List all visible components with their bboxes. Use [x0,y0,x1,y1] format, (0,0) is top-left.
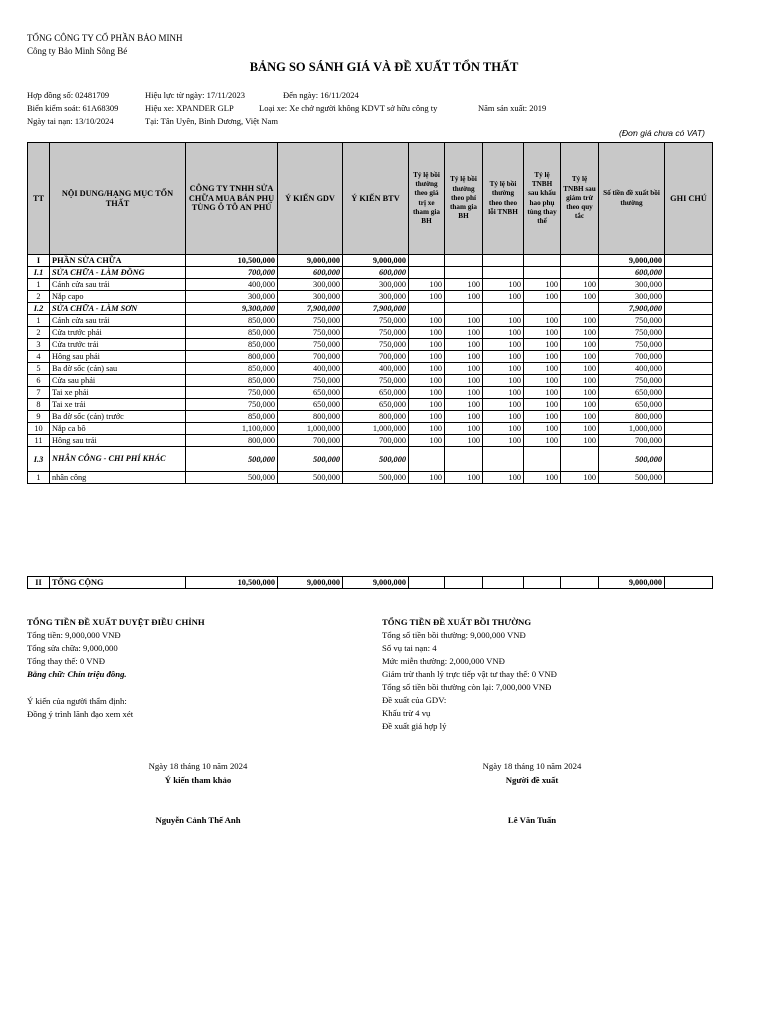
cell: 750,000 [186,399,278,411]
cell: 750,000 [343,327,409,339]
cell: 2 [28,327,50,339]
grand-total-row [28,577,713,589]
cell: Tai xe trái [50,399,186,411]
cell: 850,000 [186,411,278,423]
appraiser-label: Ý kiến của người thẩm định: [27,696,127,706]
cell: 1 [28,315,50,327]
document-title: BẢNG SO SÁNH GIÁ VÀ ĐỀ XUẤT TỔN THẤT [249,60,519,74]
cell: 700,000 [186,267,278,279]
cell: 600,000 [278,267,343,279]
col-header-gdv: Ý KIẾN GDV [278,143,343,255]
section-row [28,267,713,279]
cell: 100 [524,315,561,327]
cell: 800,000 [599,411,665,423]
cell: PHẦN SỬA CHỮA [50,255,186,267]
cell: 100 [445,423,483,435]
cell: 7,900,000 [278,303,343,315]
cell: 100 [524,423,561,435]
cell: 100 [524,472,561,484]
cell: 100 [445,339,483,351]
cell: 300,000 [278,291,343,303]
cell: 100 [483,327,524,339]
accident-date: Ngày tai nạn: 13/10/2024 [27,116,114,126]
cell [445,267,483,279]
cell: 100 [524,351,561,363]
cell: 400,000 [599,363,665,375]
cell [524,447,561,472]
right-summary-title: TỔNG TIỀN ĐỀ XUẤT BỒI THƯỜNG [382,617,532,627]
cell: 100 [409,411,445,423]
cell: 650,000 [278,387,343,399]
cell: 9,000,000 [343,255,409,267]
cell [524,303,561,315]
cell [665,315,713,327]
cell [409,267,445,279]
cell: 1,000,000 [278,423,343,435]
table-row [28,291,713,303]
cell: 100 [409,339,445,351]
cell: 100 [483,339,524,351]
left-signature-role: Ý kiến tham khảo [164,775,232,785]
cell: 500,000 [343,447,409,472]
table-row [28,375,713,387]
cell [483,267,524,279]
cell: 100 [409,279,445,291]
cell: 600,000 [599,267,665,279]
cell: nhân công [50,472,186,484]
left-repair-total: Tổng sửa chữa: 9,000,000 [27,643,118,653]
cell: 6 [28,375,50,387]
cell: 300,000 [599,291,665,303]
cell [665,279,713,291]
cell: 100 [561,435,599,447]
cell: 750,000 [599,375,665,387]
col-header-tt: TT [28,143,50,255]
cell: Ba đờ sốc (cản) trước [50,411,186,423]
cell: 100 [561,339,599,351]
cell: 100 [409,423,445,435]
cell [665,255,713,267]
cell: 500,000 [343,472,409,484]
cell: 100 [561,351,599,363]
license-plate: Biển kiểm soát: 61A68309 [27,103,119,113]
cell: 750,000 [186,387,278,399]
cell [483,577,524,589]
cell: 100 [445,411,483,423]
cell: 300,000 [278,279,343,291]
left-signature-name: Nguyễn Cảnh Thế Anh [155,815,241,825]
cell: 750,000 [343,375,409,387]
cell [483,303,524,315]
cell [409,255,445,267]
accident-count: Số vụ tai nạn: 4 [382,643,437,653]
cell: 300,000 [186,291,278,303]
cell: 10 [28,423,50,435]
cell: 100 [445,399,483,411]
cell: 100 [445,375,483,387]
section-row [28,255,713,267]
cell: 800,000 [186,435,278,447]
cell: 100 [483,291,524,303]
cell: 100 [561,363,599,375]
cell: 100 [445,351,483,363]
cell: 100 [561,423,599,435]
cell: 500,000 [278,447,343,472]
company-name: TỔNG CÔNG TY CỔ PHẦN BẢO MINH [27,33,183,43]
cell: 100 [524,279,561,291]
cell: 400,000 [343,363,409,375]
table-row [28,472,713,484]
cell [561,255,599,267]
cell [665,411,713,423]
cell: 100 [445,279,483,291]
cell: Cửa trước trái [50,339,186,351]
cell: 100 [483,363,524,375]
cell [665,363,713,375]
cell [445,577,483,589]
cell: 100 [561,327,599,339]
cell: 4 [28,351,50,363]
cell: 100 [561,291,599,303]
cell: 750,000 [278,375,343,387]
cell [665,423,713,435]
table-row [28,399,713,411]
cell: 100 [409,387,445,399]
cell: 100 [483,351,524,363]
cell [665,375,713,387]
right-signature-role: Người đề xuất [505,775,559,785]
cell [445,447,483,472]
cell: 100 [445,435,483,447]
cell: 100 [561,472,599,484]
col-header-item: NỘI DUNG/HẠNG MỤC TỔN THẤT [50,143,186,255]
cell [665,447,713,472]
cell: 750,000 [343,339,409,351]
cell: 100 [409,472,445,484]
table-row [28,411,713,423]
cell [665,327,713,339]
cell: 9,000,000 [343,577,409,589]
cell: 100 [483,423,524,435]
cell: Cửa sau phải [50,375,186,387]
cell: 8 [28,399,50,411]
table-row [28,423,713,435]
cell [665,435,713,447]
cell: 100 [561,279,599,291]
cell [483,255,524,267]
remaining-compensation: Tổng số tiền bồi thường còn lại: 7,000,000 VNĐ [382,682,552,692]
vehicle-type: Loại xe: Xe chở người không KDVT sở hữu công ty [259,103,438,113]
cell: 650,000 [599,399,665,411]
cell: 100 [483,315,524,327]
cell: 7,900,000 [343,303,409,315]
cell: TỔNG CỘNG [50,577,186,589]
cell: 9,000,000 [278,255,343,267]
cell: SỬA CHỮA - LÀM SƠN [50,303,186,315]
loss-comparison-table [27,142,713,484]
right-signature-name: Lê Văn Tuấn [507,815,557,825]
cell: 100 [483,399,524,411]
col-header-proposed-amount: Số tiền đề xuất bồi thường [599,143,665,255]
table-row [28,351,713,363]
cell: 700,000 [278,351,343,363]
table-row [28,279,713,291]
cell: Ba đờ sốc (cản) sau [50,363,186,375]
cell: 100 [409,375,445,387]
cell: Tai xe phải [50,387,186,399]
cell: 500,000 [599,472,665,484]
cell [665,577,713,589]
cell: 2 [28,291,50,303]
cell: 100 [483,435,524,447]
cell: 500,000 [599,447,665,472]
table-row [28,315,713,327]
cell: 100 [524,387,561,399]
cell: 300,000 [599,279,665,291]
cell: 100 [561,315,599,327]
cell: I [28,255,50,267]
cell: 700,000 [599,351,665,363]
cell: 750,000 [599,315,665,327]
cell: 300,000 [343,279,409,291]
cell: 11 [28,435,50,447]
table-row [28,387,713,399]
cell: 850,000 [186,375,278,387]
cell [665,267,713,279]
cell [524,267,561,279]
cell: 100 [445,291,483,303]
cell: SỬA CHỮA - LÀM ĐỒNG [50,267,186,279]
vehicle-model: Hiệu xe: XPANDER GLP [145,103,234,113]
cell: 9,300,000 [186,303,278,315]
cell: 100 [561,375,599,387]
col-header-rate-vehicle-value: Tỷ lệ bồi thường theo giá trị xe tham gia BH [409,143,445,255]
cell: I.3 [28,447,50,472]
gdv-deduction: Khấu trừ 4 vụ [382,708,431,718]
table-header-row [28,143,713,255]
cell: 100 [409,399,445,411]
table-row [28,339,713,351]
cell [665,339,713,351]
section-row [28,447,713,472]
col-header-rate-fault: Tỷ lệ bồi thường theo theo lỗi TNBH [483,143,524,255]
cell: 650,000 [343,399,409,411]
cell: 500,000 [186,447,278,472]
col-header-rate-depreciation: Tỷ lệ TNBH sau khấu hao phụ tùng thay thế [524,143,561,255]
cell [445,303,483,315]
cell: 100 [524,327,561,339]
table-row [28,435,713,447]
cell: 750,000 [599,327,665,339]
cell: Cánh cửa sau trái [50,315,186,327]
total-compensation: Tổng số tiền bồi thường: 9,000,000 VNĐ [382,630,526,640]
cell [665,303,713,315]
cell: 100 [524,411,561,423]
cell [561,577,599,589]
cell [409,577,445,589]
cell: 9,000,000 [278,577,343,589]
cell: 750,000 [278,315,343,327]
cell: 100 [445,315,483,327]
col-header-notes: GHI CHÚ [665,143,713,255]
cell: 100 [409,351,445,363]
grand-total-table [27,576,713,589]
cell [561,447,599,472]
cell: 100 [561,399,599,411]
cell: 100 [483,279,524,291]
cell: 100 [445,472,483,484]
cell: 100 [409,363,445,375]
cell: 750,000 [343,315,409,327]
cell [409,303,445,315]
cell: NHÂN CÔNG - CHI PHÍ KHÁC [50,447,186,472]
cell: 750,000 [278,339,343,351]
deductible: Mức miễn thường: 2,000,000 VNĐ [382,656,505,666]
valid-from: Hiệu lực từ ngày: 17/11/2023 [145,90,246,100]
cell: 100 [409,291,445,303]
cell: 500,000 [186,472,278,484]
cell: Hông sau phải [50,351,186,363]
cell [561,267,599,279]
cell: 100 [483,472,524,484]
section-row [28,303,713,315]
table-row [28,327,713,339]
cell [561,303,599,315]
cell: 850,000 [186,363,278,375]
col-header-btv: Ý KIẾN BTV [343,143,409,255]
col-header-rate-premium: Tỷ lệ bồi thường theo phí tham gia BH [445,143,483,255]
cell: 7 [28,387,50,399]
cell: 650,000 [599,387,665,399]
cell: 100 [483,411,524,423]
accident-location: Tại: Tân Uyên, Bình Dương, Việt Nam [145,116,278,126]
cell [665,399,713,411]
cell: Nắp ca bô [50,423,186,435]
cell: 650,000 [343,387,409,399]
cell: 600,000 [343,267,409,279]
cell: 9,000,000 [599,577,665,589]
cell: 100 [445,363,483,375]
cell: I.2 [28,303,50,315]
cell: 750,000 [599,339,665,351]
cell: 100 [483,375,524,387]
cell [524,255,561,267]
gdv-proposal-label: Đề xuất của GDV: [382,695,447,705]
cell [409,447,445,472]
appraiser-opinion: Đồng ý trình lãnh đạo xem xét [27,709,134,719]
cell: 100 [445,387,483,399]
valid-to: Đến ngày: 16/11/2024 [283,90,359,100]
cell: 100 [409,327,445,339]
cell [445,255,483,267]
cell [665,387,713,399]
cell: 5 [28,363,50,375]
cell: 10,500,000 [186,255,278,267]
cell: 1 [28,472,50,484]
cell: 700,000 [343,435,409,447]
cell: 700,000 [599,435,665,447]
cell: 100 [524,363,561,375]
cell: 850,000 [186,339,278,351]
cell: 9 [28,411,50,423]
left-total: Tổng tiền: 9,000,000 VNĐ [27,630,121,640]
cell: 3 [28,339,50,351]
cell: 100 [409,435,445,447]
cell: 400,000 [278,363,343,375]
cell: Nắp capo [50,291,186,303]
branch-name: Công ty Bảo Minh Sông Bé [27,46,128,56]
cell: 100 [561,411,599,423]
cell: 100 [409,315,445,327]
cell: II [28,577,50,589]
cell: 400,000 [186,279,278,291]
amount-in-words: Bằng chữ: Chín triệu đồng. [27,669,127,679]
col-header-garage-quote: CÔNG TY TNHH SỬA CHỮA MUA BÁN PHỤ TÙNG Ô TÔ AN PHÚ [186,143,278,255]
cell: 7,900,000 [599,303,665,315]
left-summary-title: TỔNG TIỀN ĐỀ XUẤT DUYỆT ĐIỀU CHỈNH [27,617,205,627]
cell: Hông sau trái [50,435,186,447]
cell: 800,000 [278,411,343,423]
cell: 100 [445,327,483,339]
cell: 100 [524,399,561,411]
cell: 300,000 [343,291,409,303]
cell: Cánh cửa sau trái [50,279,186,291]
left-replace-total: Tổng thay thế: 0 VNĐ [27,656,106,666]
left-signature-date: Ngày 18 tháng 10 năm 2024 [148,761,248,771]
cell: 1 [28,279,50,291]
cell: I.1 [28,267,50,279]
cell: 1,000,000 [599,423,665,435]
unit-note: (Đơn giá chưa có VAT) [619,128,705,138]
cell: 650,000 [278,399,343,411]
cell: 750,000 [278,327,343,339]
cell: 800,000 [186,351,278,363]
table-row [28,363,713,375]
cell: 850,000 [186,327,278,339]
cell [665,291,713,303]
contract-number: Hợp đồng số: 02481709 [27,90,110,100]
cell [665,351,713,363]
cell: 100 [483,387,524,399]
cell: 100 [524,291,561,303]
cell: 100 [524,339,561,351]
cell: 850,000 [186,315,278,327]
gdv-price-note: Đề xuất giá hợp lý [382,721,447,731]
right-signature-date: Ngày 18 tháng 10 năm 2024 [482,761,582,771]
cell: 100 [524,375,561,387]
cell: 9,000,000 [599,255,665,267]
cell: 1,100,000 [186,423,278,435]
cell: 500,000 [278,472,343,484]
cell [665,472,713,484]
cell: Cửa trước phải [50,327,186,339]
cell: 700,000 [343,351,409,363]
cell: 1,000,000 [343,423,409,435]
cell: 100 [524,435,561,447]
manufacture-year: Năm sản xuất: 2019 [478,103,547,113]
cell: 100 [561,387,599,399]
cell: 10,500,000 [186,577,278,589]
cell [524,577,561,589]
cell: 700,000 [278,435,343,447]
col-header-rate-rules: Tỷ lệ TNBH sau giảm trừ theo quy tắc [561,143,599,255]
cell [483,447,524,472]
cell: 800,000 [343,411,409,423]
salvage-deduction: Giảm trừ thanh lý trực tiếp vật tư thay thế: 0 VNĐ [382,669,557,679]
